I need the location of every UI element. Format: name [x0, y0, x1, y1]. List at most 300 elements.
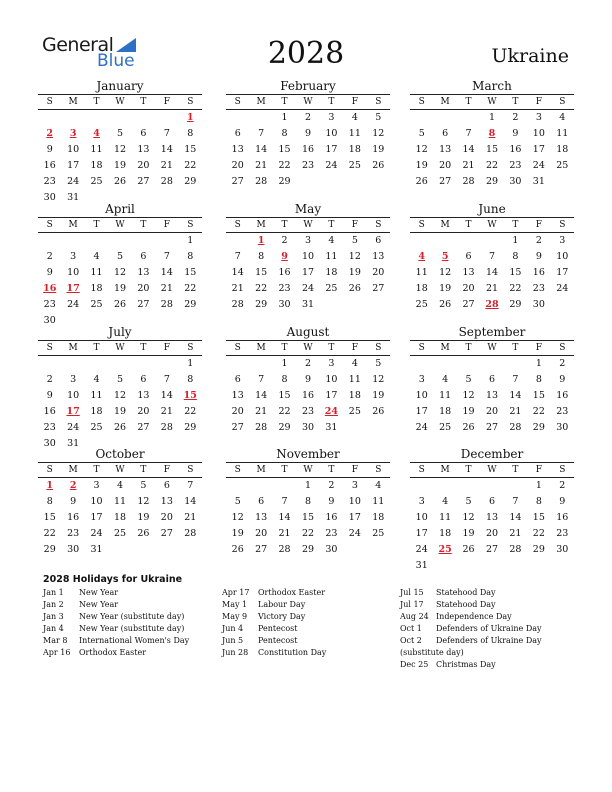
- day-cell: 4: [442, 496, 449, 507]
- day-grid: [410, 233, 574, 313]
- day-cell: 31: [325, 422, 338, 433]
- day-blank: [457, 233, 480, 249]
- weekday-label: W: [487, 220, 497, 230]
- weekday-label: W: [303, 97, 313, 107]
- weekday-header: [38, 94, 202, 110]
- weekday-label: T: [93, 97, 100, 107]
- day-cell: 2: [46, 374, 53, 385]
- day-cell: 8: [46, 496, 53, 507]
- day-cell: 18: [90, 160, 103, 171]
- weekday-label: S: [375, 220, 382, 230]
- holiday-name: Constitution Day: [258, 648, 327, 657]
- day-cell: 4: [442, 374, 449, 385]
- holiday-day-cell: 2: [69, 480, 77, 491]
- day-cell: 25: [415, 299, 428, 310]
- day-cell: 30: [43, 315, 56, 326]
- day-cell: 3: [328, 112, 335, 123]
- day-cell: 18: [113, 512, 127, 523]
- day-blank: [61, 356, 84, 372]
- weekday-label: W: [115, 220, 125, 230]
- day-cell: 20: [372, 267, 385, 278]
- holiday-day-cell: 2: [46, 128, 54, 139]
- day-blank: [504, 478, 527, 494]
- day-blank: [226, 233, 249, 249]
- day-grid: [226, 233, 390, 313]
- weekday-label: S: [187, 97, 194, 107]
- holiday-day-cell: 24: [324, 406, 339, 417]
- day-cell: 17: [532, 144, 545, 155]
- day-cell: 8: [187, 128, 194, 139]
- day-cell: 26: [113, 176, 127, 187]
- day-cell: 7: [234, 251, 241, 262]
- day-cell: 15: [485, 144, 499, 155]
- day-cell: 19: [462, 528, 475, 539]
- day-blank: [61, 110, 84, 126]
- day-cell: 21: [462, 160, 475, 171]
- holiday-date: Jan 4: [43, 624, 64, 633]
- day-cell: 23: [325, 528, 338, 539]
- day-cell: 29: [184, 422, 197, 433]
- holiday-date: Mar 8: [43, 636, 68, 645]
- day-cell: 4: [116, 480, 124, 491]
- weekday-label: M: [68, 220, 78, 230]
- day-cell: 27: [485, 544, 499, 555]
- day-cell: 28: [160, 176, 173, 187]
- weekday-label: S: [418, 343, 425, 353]
- weekday-label: T: [328, 220, 335, 230]
- day-cell: 10: [90, 496, 103, 507]
- day-blank: [226, 110, 249, 126]
- day-cell: 4: [328, 235, 335, 246]
- day-cell: 18: [415, 283, 428, 294]
- day-cell: 11: [90, 267, 103, 278]
- day-blank: [155, 233, 178, 249]
- day-cell: 15: [509, 267, 522, 278]
- weekday-label: T: [93, 220, 100, 230]
- weekday-label: S: [375, 465, 382, 475]
- weekday-label: T: [93, 343, 100, 353]
- day-cell: 5: [351, 235, 358, 246]
- day-cell: 10: [325, 128, 338, 139]
- day-cell: 21: [231, 283, 244, 294]
- day-cell: 10: [67, 390, 80, 401]
- holiday-date: Aug 24: [400, 612, 429, 621]
- day-cell: 15: [532, 512, 545, 523]
- day-cell: 2: [304, 358, 312, 369]
- day-grid: [226, 110, 390, 190]
- day-cell: 9: [328, 496, 335, 507]
- weekday-header: [38, 340, 202, 356]
- day-cell: 29: [532, 422, 545, 433]
- day-cell: 31: [415, 560, 428, 571]
- day-cell: 7: [512, 496, 519, 507]
- day-cell: 27: [160, 528, 173, 539]
- day-cell: 14: [509, 512, 522, 523]
- day-blank: [155, 110, 178, 126]
- holiday-day-cell: 28: [485, 299, 499, 310]
- day-grid: [226, 478, 390, 558]
- day-cell: 17: [325, 390, 338, 401]
- day-cell: 4: [375, 480, 382, 491]
- day-cell: 30: [532, 299, 545, 310]
- weekday-label: F: [351, 343, 358, 353]
- day-blank: [410, 233, 433, 249]
- weekday-label: F: [351, 465, 358, 475]
- weekday-label: T: [512, 97, 519, 107]
- day-cell: 12: [439, 267, 452, 278]
- month-name: July: [108, 325, 132, 339]
- day-cell: 13: [462, 267, 475, 278]
- weekday-label: T: [465, 220, 472, 230]
- day-cell: 25: [325, 283, 338, 294]
- day-cell: 8: [187, 374, 194, 385]
- weekday-label: W: [487, 465, 497, 475]
- holiday-name: International Women's Day: [79, 636, 190, 645]
- weekday-label: T: [512, 343, 519, 353]
- day-cell: 24: [67, 422, 80, 433]
- day-blank: [132, 233, 155, 249]
- day-cell: 16: [43, 160, 56, 171]
- weekday-label: T: [140, 220, 147, 230]
- day-blank: [61, 233, 84, 249]
- day-cell: 21: [184, 512, 197, 523]
- weekday-label: F: [163, 343, 170, 353]
- day-cell: 10: [415, 390, 428, 401]
- month-april: [38, 202, 202, 329]
- day-cell: 5: [465, 496, 472, 507]
- day-cell: 28: [160, 299, 173, 310]
- weekday-label: T: [281, 343, 288, 353]
- weekday-label: S: [418, 220, 425, 230]
- day-cell: 15: [184, 144, 197, 155]
- day-cell: 23: [67, 528, 80, 539]
- day-cell: 28: [184, 528, 197, 539]
- holiday-column: [400, 587, 542, 671]
- day-cell: 29: [532, 544, 545, 555]
- day-cell: 21: [160, 160, 173, 171]
- weekday-label: F: [535, 343, 542, 353]
- weekday-label: T: [140, 465, 147, 475]
- day-cell: 7: [512, 374, 519, 385]
- day-cell: 23: [43, 176, 56, 187]
- day-cell: 22: [184, 406, 197, 417]
- weekday-label: S: [559, 220, 566, 230]
- day-cell: 24: [348, 528, 361, 539]
- weekday-label: F: [535, 220, 542, 230]
- day-cell: 9: [304, 374, 312, 385]
- weekday-label: S: [234, 343, 241, 353]
- day-cell: 2: [328, 480, 335, 491]
- day-cell: 23: [556, 528, 569, 539]
- holiday-date: May 1: [222, 600, 248, 609]
- day-blank: [410, 356, 433, 372]
- day-cell: 14: [255, 390, 268, 401]
- day-cell: 20: [137, 283, 150, 294]
- month-january: [38, 79, 202, 206]
- day-cell: 28: [278, 544, 291, 555]
- day-cell: 7: [465, 128, 472, 139]
- day-cell: 19: [415, 160, 428, 171]
- day-cell: 1: [187, 358, 194, 369]
- day-cell: 18: [348, 144, 361, 155]
- day-blank: [410, 478, 433, 494]
- day-cell: 16: [325, 512, 338, 523]
- day-cell: 13: [137, 267, 150, 278]
- day-cell: 24: [415, 422, 428, 433]
- day-cell: 14: [462, 144, 475, 155]
- month-name: February: [280, 79, 336, 93]
- day-blank: [410, 110, 433, 126]
- day-blank: [457, 478, 480, 494]
- day-cell: 11: [348, 374, 361, 385]
- day-cell: 25: [556, 160, 569, 171]
- day-cell: 1: [304, 480, 312, 491]
- holiday-day-cell: 25: [438, 544, 452, 555]
- weekday-label: F: [351, 220, 358, 230]
- day-cell: 28: [509, 422, 522, 433]
- month-name: August: [286, 325, 330, 339]
- day-grid: [410, 478, 574, 574]
- month-name: January: [96, 79, 144, 93]
- day-cell: 8: [281, 128, 288, 139]
- day-cell: 2: [559, 358, 566, 369]
- day-cell: 8: [281, 374, 288, 385]
- day-cell: 18: [372, 512, 385, 523]
- weekday-label: M: [440, 220, 450, 230]
- day-cell: 13: [372, 251, 385, 262]
- day-blank: [433, 478, 456, 494]
- holiday-date: Jan 2: [43, 600, 64, 609]
- day-cell: 5: [234, 496, 241, 507]
- day-cell: 22: [184, 160, 197, 171]
- day-cell: 8: [535, 374, 542, 385]
- day-cell: 10: [532, 128, 545, 139]
- month-name: September: [458, 325, 526, 339]
- weekday-label: T: [281, 465, 288, 475]
- day-cell: 13: [439, 144, 452, 155]
- day-cell: 9: [304, 128, 312, 139]
- day-cell: 22: [532, 528, 545, 539]
- day-cell: 1: [281, 112, 288, 123]
- day-cell: 10: [301, 251, 315, 262]
- day-cell: 18: [348, 390, 361, 401]
- day-cell: 14: [160, 390, 173, 401]
- day-cell: 15: [532, 390, 545, 401]
- day-cell: 22: [43, 528, 56, 539]
- day-cell: 11: [325, 251, 338, 262]
- day-cell: 27: [231, 176, 244, 187]
- day-cell: 4: [559, 112, 566, 123]
- day-cell: 18: [90, 406, 103, 417]
- day-cell: 23: [301, 160, 315, 171]
- day-cell: 11: [113, 496, 127, 507]
- day-cell: 3: [535, 112, 542, 123]
- holiday-row: [222, 587, 326, 599]
- day-cell: 16: [278, 267, 291, 278]
- day-cell: 18: [439, 406, 452, 417]
- day-cell: 7: [163, 251, 170, 262]
- day-cell: 19: [137, 512, 150, 523]
- weekday-label: S: [234, 220, 241, 230]
- holiday-name: Defenders of Ukraine Day: [436, 624, 542, 633]
- holiday-row: [222, 635, 326, 647]
- logo-text-general: General: [42, 34, 114, 56]
- day-cell: 26: [113, 299, 127, 310]
- weekday-header: [410, 217, 574, 233]
- day-cell: 25: [113, 528, 127, 539]
- day-cell: 10: [556, 251, 569, 262]
- day-blank: [273, 478, 296, 494]
- day-cell: 21: [485, 283, 499, 294]
- holiday-row: [400, 635, 542, 647]
- weekday-label: T: [465, 465, 472, 475]
- weekday-label: F: [535, 465, 542, 475]
- day-cell: 7: [281, 496, 288, 507]
- day-cell: 30: [556, 544, 569, 555]
- day-cell: 3: [304, 235, 312, 246]
- day-cell: 7: [488, 251, 496, 262]
- day-cell: 24: [415, 544, 428, 555]
- day-cell: 2: [512, 112, 519, 123]
- day-cell: 26: [439, 299, 452, 310]
- day-cell: 30: [301, 422, 315, 433]
- day-cell: 6: [163, 480, 170, 491]
- day-cell: 16: [67, 512, 80, 523]
- day-cell: 28: [255, 422, 268, 433]
- weekday-label: M: [256, 97, 266, 107]
- weekday-label: F: [163, 220, 170, 230]
- day-grid: [38, 233, 202, 329]
- day-cell: 17: [556, 267, 569, 278]
- day-cell: 11: [90, 144, 103, 155]
- day-cell: 13: [231, 144, 244, 155]
- weekday-label: F: [535, 97, 542, 107]
- day-cell: 20: [462, 283, 475, 294]
- weekday-label: S: [418, 465, 425, 475]
- day-cell: 19: [113, 406, 127, 417]
- weekday-label: S: [187, 220, 194, 230]
- day-cell: 29: [184, 299, 197, 310]
- day-blank: [132, 110, 155, 126]
- day-cell: 16: [556, 390, 569, 401]
- day-cell: 26: [231, 544, 244, 555]
- holiday-day-cell: 8: [488, 128, 496, 139]
- day-cell: 24: [67, 176, 80, 187]
- day-cell: 15: [255, 267, 268, 278]
- weekday-label: S: [559, 343, 566, 353]
- day-cell: 15: [43, 512, 56, 523]
- day-cell: 10: [415, 512, 428, 523]
- weekday-header: [226, 94, 390, 110]
- weekday-header: [226, 462, 390, 478]
- day-grid: [226, 356, 390, 436]
- holiday-row: [43, 635, 189, 647]
- day-cell: 16: [532, 267, 545, 278]
- day-cell: 27: [137, 176, 150, 187]
- day-cell: 21: [509, 406, 522, 417]
- weekday-label: M: [440, 97, 450, 107]
- day-cell: 3: [418, 374, 425, 385]
- holiday-date: Jul 17: [400, 600, 424, 609]
- day-cell: 5: [465, 374, 472, 385]
- day-cell: 8: [304, 496, 312, 507]
- day-cell: 6: [465, 251, 472, 262]
- day-cell: 10: [348, 496, 361, 507]
- day-cell: 24: [301, 283, 315, 294]
- country-name: Ukraine: [491, 45, 569, 67]
- day-cell: 17: [415, 406, 428, 417]
- holiday-day-cell: 17: [66, 406, 80, 417]
- holiday-name: Pentecost: [258, 624, 298, 633]
- day-blank: [433, 356, 456, 372]
- day-cell: 28: [255, 176, 268, 187]
- holiday-row: [400, 623, 542, 635]
- day-cell: 26: [372, 160, 385, 171]
- day-cell: 29: [184, 176, 197, 187]
- day-cell: 5: [140, 480, 147, 491]
- day-blank: [249, 478, 272, 494]
- day-cell: 20: [137, 160, 150, 171]
- day-blank: [457, 110, 480, 126]
- weekday-label: W: [115, 343, 125, 353]
- day-cell: 19: [439, 283, 452, 294]
- day-cell: 25: [90, 422, 103, 433]
- day-cell: 12: [113, 390, 127, 401]
- day-cell: 12: [415, 144, 428, 155]
- weekday-label: T: [328, 465, 335, 475]
- day-blank: [249, 356, 272, 372]
- weekday-label: S: [375, 97, 382, 107]
- month-june: [410, 202, 574, 313]
- day-cell: 22: [301, 528, 315, 539]
- month-may: [226, 202, 390, 313]
- day-cell: 12: [113, 144, 127, 155]
- holiday-row: [222, 623, 326, 635]
- day-blank: [85, 110, 108, 126]
- weekday-label: M: [68, 465, 78, 475]
- day-cell: 12: [462, 512, 475, 523]
- day-cell: 29: [485, 176, 499, 187]
- day-cell: 14: [509, 390, 522, 401]
- day-cell: 6: [258, 496, 265, 507]
- holiday-row: [43, 647, 189, 659]
- day-cell: 14: [255, 144, 268, 155]
- day-cell: 25: [348, 406, 361, 417]
- day-cell: 12: [462, 390, 475, 401]
- weekday-header: [410, 94, 574, 110]
- holiday-name: New Year: [79, 588, 119, 597]
- day-cell: 25: [90, 299, 103, 310]
- day-blank: [108, 356, 131, 372]
- day-cell: 13: [160, 496, 173, 507]
- day-cell: 5: [375, 358, 382, 369]
- weekday-label: T: [140, 97, 147, 107]
- day-cell: 21: [255, 406, 268, 417]
- day-cell: 20: [485, 528, 499, 539]
- day-cell: 13: [485, 390, 499, 401]
- weekday-header: [226, 340, 390, 356]
- holiday-row: [400, 659, 542, 671]
- holiday-row: [43, 587, 189, 599]
- day-cell: 20: [231, 160, 244, 171]
- day-cell: 15: [184, 267, 197, 278]
- day-cell: 30: [67, 544, 80, 555]
- weekday-label: W: [115, 97, 125, 107]
- day-grid: [38, 356, 202, 452]
- weekday-label: S: [418, 97, 425, 107]
- holiday-date: Apr 16: [43, 648, 71, 657]
- day-cell: 23: [301, 406, 315, 417]
